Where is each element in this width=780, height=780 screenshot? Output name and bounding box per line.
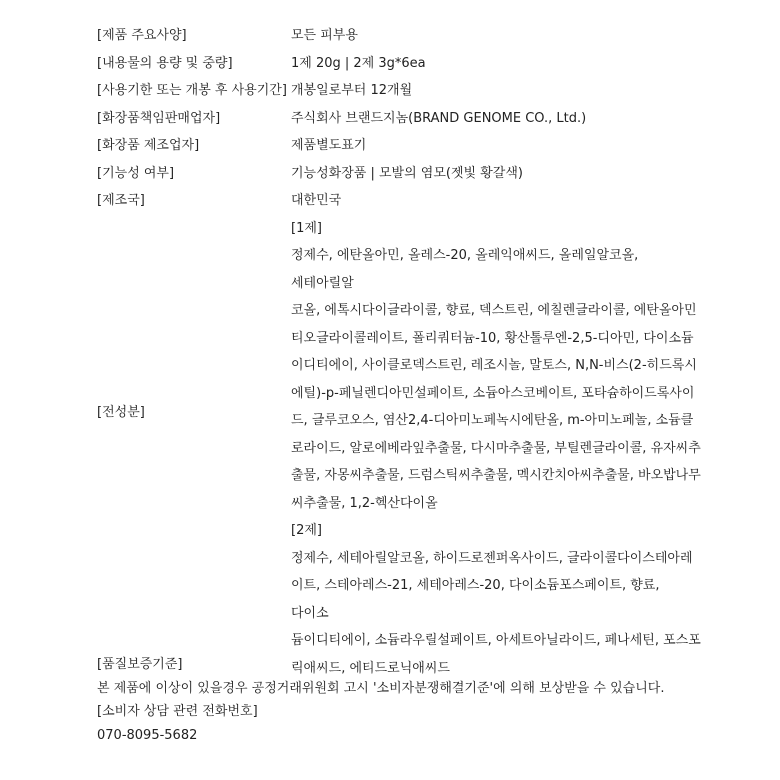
- ingredients-part1-title: [1제]: [291, 220, 322, 236]
- spec-value: 대한민국: [291, 193, 342, 208]
- ingredient-line: 드, 글루코오스, 염산2,4-디아미노페녹시에탄올, m-아미노페놀, 소듐클: [291, 413, 694, 428]
- spec-row-manufacturer: [97, 132, 717, 160]
- spec-value: 제품별도표기: [291, 138, 367, 153]
- consult-title: [소비자 상담 관련 전화번호]: [97, 704, 258, 719]
- spec-row-country: [97, 187, 717, 215]
- spec-row-expiry: [97, 77, 717, 105]
- phone-number: 070-8095-5682: [97, 727, 198, 743]
- ingredients-list: [291, 215, 701, 683]
- ingredient-line: 이트, 스테아레스-21, 세테아레스-20, 다이소듐포스페이트, 향료, 다이소: [291, 578, 660, 621]
- spec-value: 개봉일로부터 12개월: [291, 83, 413, 98]
- spec-label: [내용물의 용량 및 중량]: [97, 55, 233, 71]
- quality-title: [품질보증기준]: [97, 657, 183, 672]
- spec-row-seller: [97, 105, 717, 133]
- spec-row-volume: [97, 50, 717, 78]
- ingredients-part1-text: [291, 242, 701, 517]
- spec-label: [화장품책임판매업자]: [97, 110, 221, 126]
- spec-row-skin-type: [97, 22, 717, 50]
- ingredient-line: 이디티에이, 사이클로덱스트린, 레조시놀, 말토스, N,N-비스(2-히드록시: [291, 358, 697, 373]
- spec-label: [사용기한 또는 개봉 후 사용기간]: [97, 83, 287, 98]
- ingredient-line: 에틸)-p-페닐렌디아민설페이트, 소듐아스코베이트, 포타슘하이드록사이: [291, 385, 695, 401]
- quality-text: 본 제품에 이상이 있을경우 공정거래위원회 고시 '소비자분쟁해결기준'에 의해 보상받을 수 있습니다.: [97, 680, 665, 696]
- spec-label: [화장품 제조업자]: [97, 138, 200, 153]
- spec-value: 기능성화장품 | 모발의 염모(젯빛 황갈색): [291, 165, 523, 181]
- ingredient-line: 로라이드, 알로에베라잎추출물, 다시마추출물, 부틸렌글라이콜, 유자씨추: [291, 440, 701, 456]
- ingredients-label: [전성분]: [97, 404, 145, 420]
- ingredient-line: 릭애씨드, 에티드로닉애씨드: [291, 660, 450, 676]
- spec-row-functional: [97, 160, 717, 188]
- spec-value: 1제 20g | 2제 3g*6ea: [291, 55, 426, 71]
- ingredient-line: 티오글라이콜레이트, 폴리쿼터늄-10, 황산톨루엔-2,5-디아민, 다이소듐: [291, 330, 694, 346]
- ingredient-line: 코올, 에톡시다이글라이콜, 향료, 덱스트린, 에칠렌글라이콜, 에탄올아민: [291, 303, 697, 318]
- ingredients-part2-title: [2제]: [291, 523, 322, 538]
- ingredient-line: 씨추출물, 1,2-헥산다이올: [291, 495, 438, 511]
- ingredient-line: 정제수, 에탄올아민, 올레스-20, 올레익애씨드, 올레일알코올, 세테아릴알: [291, 248, 639, 291]
- spec-label: [제품 주요사양]: [97, 28, 187, 43]
- spec-label: [제조국]: [97, 193, 145, 208]
- ingredient-line: 출물, 자몽씨추출물, 드럼스틱씨추출물, 멕시칸치아씨추출물, 바오밥나무: [291, 468, 701, 483]
- spec-label: [기능성 여부]: [97, 165, 175, 181]
- ingredient-line: 듐이디티에이, 소듐라우릴설페이트, 아세트아닐라이드, 페나세틴, 포스포: [291, 633, 701, 648]
- footer-notice: [97, 653, 737, 747]
- spec-value: 모든 피부용: [291, 28, 358, 43]
- spec-value: 주식회사 브랜드지놈(BRAND GENOME CO., Ltd.): [291, 110, 587, 126]
- ingredient-line: 정제수, 세테아릴알코올, 하이드로젠퍼옥사이드, 글라이콜다이스테아레: [291, 550, 693, 566]
